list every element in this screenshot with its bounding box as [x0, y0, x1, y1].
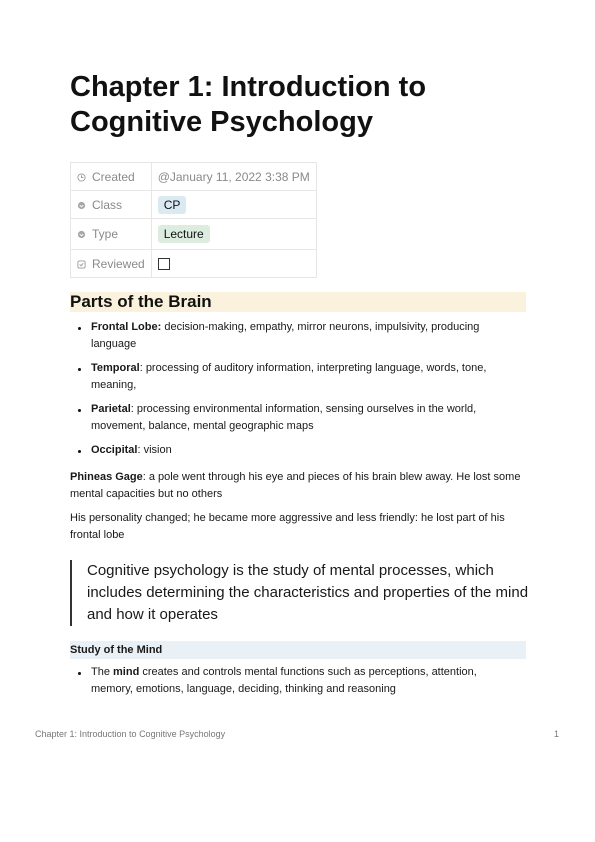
- list-item-text: : processing environmental information, sensing ourselves in the world, movement, balance, mental geographic maps: [91, 403, 477, 432]
- property-key-created: [71, 163, 152, 191]
- reviewed-label: Reviewed: [92, 256, 145, 271]
- type-label: Type: [92, 227, 119, 241]
- page-number: 1: [554, 729, 560, 739]
- page-title-line-2: Cognitive Psychology: [70, 106, 373, 138]
- reviewed-value-cell: [151, 250, 316, 278]
- footer-title: Chapter 1: Introduction to Cognitive Psychology: [35, 729, 226, 739]
- list-item: [70, 664, 510, 698]
- personality-paragraph: His personality changed; he became more aggressive and less friendly: he lost part of his frontal lobe: [70, 512, 505, 541]
- type-tag[interactable]: Lecture: [158, 225, 210, 243]
- list-item-term: Parietal: [91, 403, 131, 415]
- list-item-prefix: The: [91, 666, 114, 678]
- definition-quote: Cognitive psychology is the study of mental processes, which includes determining the characteristics and properties of the mind and how it operates: [70, 560, 537, 626]
- class-label: Class: [92, 197, 123, 212]
- clock-icon: [77, 173, 86, 182]
- list-item-term: Occipital: [91, 444, 138, 456]
- created-value[interactable]: @January 11, 2022 3:38 PM: [151, 163, 316, 191]
- properties-table: [70, 162, 317, 278]
- page-title-line-1: Chapter 1: Introduction to: [70, 71, 427, 103]
- phineas-gage-term: Phineas Gage: [70, 471, 143, 483]
- list-item: [70, 319, 510, 353]
- list-item-term: Frontal Lobe:: [91, 321, 162, 333]
- property-key-type: [71, 219, 152, 250]
- list-item-text: decision-making, empathy, mirror neurons, impulsivity, producing language: [91, 321, 480, 350]
- property-row-created: [71, 163, 317, 191]
- type-value-cell[interactable]: [151, 219, 316, 250]
- select-property-icon: [77, 201, 86, 210]
- list-item-term: mind: [113, 666, 140, 678]
- property-row-class: [71, 191, 317, 219]
- brain-parts-list: [70, 319, 510, 459]
- list-item: [70, 401, 510, 435]
- page-title: [70, 70, 526, 140]
- list-item: [70, 360, 510, 394]
- list-item-term: Temporal: [91, 362, 140, 374]
- class-value-cell[interactable]: [151, 191, 316, 219]
- select-property-icon: [77, 230, 86, 239]
- reviewed-checkbox[interactable]: [158, 258, 170, 270]
- checkbox-property-icon: [77, 260, 86, 269]
- list-item-text: creates and controls mental functions such as perceptions, attention, memory, emotions, language, deciding, thinking and reasoning: [91, 666, 477, 695]
- study-of-mind-list: [70, 664, 510, 698]
- list-item: [70, 442, 510, 459]
- list-item-text: : vision: [137, 444, 172, 456]
- property-row-type: [71, 219, 317, 250]
- phineas-gage-paragraph: [70, 469, 526, 503]
- created-label: Created: [92, 169, 135, 184]
- list-item-text: : processing of auditory information, interpreting language, words, tone, meaning,: [91, 362, 487, 391]
- property-row-reviewed: [71, 250, 317, 278]
- class-tag[interactable]: CP: [158, 196, 187, 214]
- phineas-gage-text: : a pole went through his eye and pieces of his brain blew away. He lost some mental capacities but no others: [70, 471, 521, 500]
- property-key-class: [71, 191, 152, 219]
- section-heading-parts-of-brain: Parts of the Brain: [70, 292, 526, 312]
- property-key-reviewed: [71, 250, 152, 278]
- section-heading-study-of-mind: Study of the Mind: [70, 641, 526, 659]
